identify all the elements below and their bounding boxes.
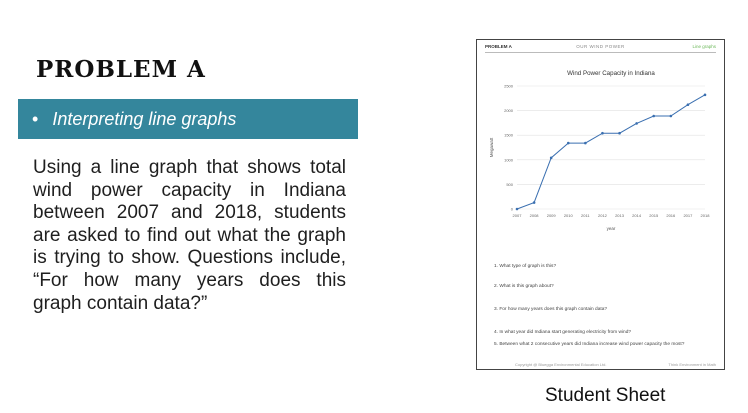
chart-x-tick-label: 2008 (529, 213, 539, 218)
sheet-header-left: PROBLEM A (485, 44, 512, 49)
chart-title: Wind Power Capacity in Indiana (567, 70, 655, 77)
question-5: 5. Between what 2 consecutive years did Indiana increase wind power capacity the most? (494, 342, 685, 347)
chart-y-axis-label: Megawatt (489, 137, 494, 158)
chart-data-point (635, 122, 638, 125)
chart-data-point (516, 208, 519, 211)
bullet-text: Interpreting line graphs (52, 108, 237, 129)
chart-x-tick-label: 2016 (666, 213, 676, 218)
chart-x-tick-label: 2017 (683, 213, 693, 218)
sheet-footer-right: Think Environment in Math (668, 362, 716, 367)
question-2: 2. What is this graph about? (494, 284, 554, 289)
chart-data-point (687, 103, 690, 106)
chart-y-tick-label: 2000 (504, 108, 513, 114)
chart-x-axis-label: year (606, 226, 616, 231)
chart-x-tick-label: 2011 (581, 213, 590, 218)
chart-x-tick-label: 2009 (546, 213, 556, 218)
question-1: 1. What type of graph is this? (494, 264, 557, 269)
chart-data-point (704, 94, 707, 97)
chart-y-tick-label: 2500 (504, 83, 513, 89)
chart-data-point (601, 132, 604, 135)
chart-data-point (533, 201, 536, 204)
chart-data-point (652, 115, 655, 118)
sheet-caption: Student Sheet (545, 385, 666, 406)
sheet-header-right: Line graphs (692, 44, 716, 49)
bullet-bar (18, 99, 358, 139)
page-title: PROBLEM A (36, 56, 206, 83)
chart-data-point (584, 142, 587, 145)
chart-x-tick-label: 2010 (563, 213, 573, 218)
chart-y-tick-label: 1000 (504, 157, 513, 163)
sheet-header-center: OUR WIND POWER (576, 44, 625, 49)
sheet-header (485, 44, 716, 53)
bullet-marker: • (32, 108, 39, 129)
student-sheet (476, 39, 725, 370)
chart-data-point (550, 157, 553, 160)
chart-y-tick-label: 1500 (504, 132, 513, 138)
chart-x-tick-label: 2015 (649, 213, 659, 218)
chart-data-point (618, 132, 621, 135)
chart-x-tick-label: 2012 (598, 213, 607, 218)
question-3: 3. For how many years does this graph contain data? (494, 307, 608, 312)
sheet-footer-left: Copyright @ Bluegga Environmental Education Ltd. (515, 362, 607, 367)
chart-x-tick-label: 2013 (615, 213, 624, 218)
chart-data-point (567, 142, 570, 145)
chart-data-point (670, 115, 673, 118)
wind-power-chart (483, 60, 719, 256)
chart-y-tick-label: 500 (506, 181, 513, 187)
chart-x-tick-label: 2007 (512, 213, 522, 218)
chart-x-tick-label: 2018 (700, 213, 710, 218)
chart-x-tick-label: 2014 (632, 213, 642, 218)
description-paragraph: Using a line graph that shows total wind power capacity in Indiana between 2007 and 2018, students are asked to find out what the graph is trying to show. Questions include, “For how many years does this graph contain data?” (33, 157, 346, 314)
chart-y-tick-label: 0 (510, 206, 513, 212)
question-4: 4. In what year did Indiana start generating electricity from wind? (494, 330, 632, 335)
chart-series-line (517, 95, 705, 209)
